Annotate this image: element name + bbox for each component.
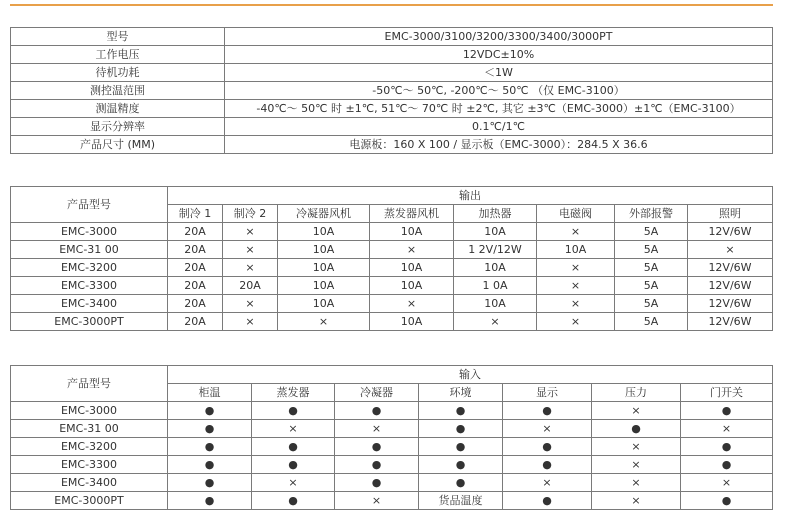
spec-row: [11, 82, 773, 100]
spec-value: 电源板：160 X 100 / 显示板（EMC-3000）：284.5 X 36.6: [225, 136, 773, 154]
input-table-row: [11, 438, 773, 456]
output-cell: 5A: [615, 241, 688, 259]
output-cell: 12V/6W: [688, 295, 773, 313]
output-table-row: [11, 259, 773, 277]
input-cell: ●: [168, 438, 252, 456]
output-cell: 10A: [370, 277, 454, 295]
input-cell: ●: [681, 456, 773, 474]
output-table-row: [11, 241, 773, 259]
input-cell: ●: [168, 420, 252, 438]
spec-row: [11, 118, 773, 136]
spec-value: ＜1W: [225, 64, 773, 82]
input-cell: ●: [419, 456, 503, 474]
spec-table: [10, 27, 773, 154]
input-cell: ●: [419, 402, 503, 420]
output-table-row: [11, 277, 773, 295]
input-cell: ●: [503, 402, 592, 420]
input-cell: ×: [252, 420, 335, 438]
spec-row: [11, 64, 773, 82]
output-cell: 10A: [370, 259, 454, 277]
output-column-header: 电磁阀: [537, 205, 615, 223]
output-column-header: 照明: [688, 205, 773, 223]
input-cell: 货品温度: [419, 492, 503, 510]
output-cell: ×: [370, 241, 454, 259]
output-cell: 20A: [168, 259, 223, 277]
input-cell: ●: [168, 474, 252, 492]
output-cell: ×: [537, 277, 615, 295]
output-row-model: EMC-3400: [11, 295, 168, 313]
output-cell: 10A: [278, 277, 370, 295]
output-cell: 20A: [168, 223, 223, 241]
output-row-model: EMC-3200: [11, 259, 168, 277]
input-cell: ●: [681, 402, 773, 420]
input-cell: ●: [335, 438, 419, 456]
input-column-header: 环境: [419, 384, 503, 402]
spec-row: [11, 136, 773, 154]
output-table-row: [11, 295, 773, 313]
input-cell: ×: [681, 474, 773, 492]
input-column-header: 压力: [592, 384, 681, 402]
output-cell: ×: [223, 313, 278, 331]
input-cell: ×: [592, 492, 681, 510]
output-cell: 12V/6W: [688, 259, 773, 277]
output-cell: 10A: [278, 241, 370, 259]
output-cell: 10A: [278, 295, 370, 313]
input-cell: ●: [503, 456, 592, 474]
output-cell: ×: [537, 259, 615, 277]
input-cell: ●: [419, 420, 503, 438]
spec-label: 型号: [11, 28, 225, 46]
output-cell: 10A: [278, 259, 370, 277]
input-cell: ●: [168, 456, 252, 474]
output-cell: 1 2V/12W: [454, 241, 537, 259]
spec-row: [11, 46, 773, 64]
input-cell: ×: [503, 474, 592, 492]
output-column-header: 制冷 2: [223, 205, 278, 223]
output-cell: ×: [223, 223, 278, 241]
input-cell: ●: [503, 438, 592, 456]
input-row-model: EMC-31 00: [11, 420, 168, 438]
input-table-row: [11, 456, 773, 474]
output-cell: ×: [370, 295, 454, 313]
output-cell: 10A: [278, 223, 370, 241]
input-column-header: 显示: [503, 384, 592, 402]
input-cell: ×: [592, 456, 681, 474]
input-table-row: [11, 492, 773, 510]
input-cell: ●: [252, 492, 335, 510]
spec-label: 测温精度: [11, 100, 225, 118]
output-column-header: 制冷 1: [168, 205, 223, 223]
output-cell: 20A: [168, 241, 223, 259]
output-cell: ×: [223, 295, 278, 313]
input-row-model: EMC-3200: [11, 438, 168, 456]
output-cell: 12V/6W: [688, 223, 773, 241]
input-cell: ×: [252, 474, 335, 492]
input-cell: ●: [503, 492, 592, 510]
output-group-header: 输出: [168, 187, 773, 205]
input-cell: ×: [335, 420, 419, 438]
output-cell: 5A: [615, 223, 688, 241]
input-cell: ●: [419, 474, 503, 492]
spec-label: 待机功耗: [11, 64, 225, 82]
top-accent-line: [10, 4, 773, 6]
output-cell: ×: [688, 241, 773, 259]
input-cell: ●: [335, 456, 419, 474]
input-cell: ●: [252, 402, 335, 420]
input-row-model: EMC-3000: [11, 402, 168, 420]
output-row-model: EMC-31 00: [11, 241, 168, 259]
input-row-model: EMC-3300: [11, 456, 168, 474]
output-model-header: 产品型号: [11, 187, 168, 223]
spec-value: EMC-3000/3100/3200/3300/3400/3000PT: [225, 28, 773, 46]
output-cell: 10A: [454, 223, 537, 241]
output-cell: ×: [223, 241, 278, 259]
output-row-model: EMC-3300: [11, 277, 168, 295]
output-cell: ×: [223, 259, 278, 277]
output-cell: 10A: [454, 259, 537, 277]
output-row-model: EMC-3000: [11, 223, 168, 241]
input-column-header: 柜温: [168, 384, 252, 402]
input-cell: ●: [335, 402, 419, 420]
spec-value: 0.1℃/1℃: [225, 118, 773, 136]
input-cell: ●: [168, 402, 252, 420]
input-cell: ×: [681, 420, 773, 438]
input-table-row: [11, 420, 773, 438]
input-group-header: 输入: [168, 366, 773, 384]
output-cell: 10A: [370, 223, 454, 241]
output-cell: 12V/6W: [688, 277, 773, 295]
output-row-model: EMC-3000PT: [11, 313, 168, 331]
spec-label: 显示分辨率: [11, 118, 225, 136]
output-table: [10, 186, 773, 331]
spec-label: 产品尺寸 (MM): [11, 136, 225, 154]
input-cell: ×: [335, 492, 419, 510]
input-cell: ×: [592, 474, 681, 492]
spec-row: [11, 100, 773, 118]
output-cell: ×: [537, 295, 615, 313]
output-cell: 20A: [223, 277, 278, 295]
input-cell: ×: [592, 438, 681, 456]
output-cell: ×: [454, 313, 537, 331]
input-column-header: 冷凝器: [335, 384, 419, 402]
output-cell: 5A: [615, 259, 688, 277]
input-table-row: [11, 402, 773, 420]
spec-label: 工作电压: [11, 46, 225, 64]
output-cell: 5A: [615, 295, 688, 313]
input-cell: ●: [592, 420, 681, 438]
input-cell: ●: [252, 456, 335, 474]
output-cell: 1 0A: [454, 277, 537, 295]
output-cell: 5A: [615, 313, 688, 331]
spec-row: [11, 28, 773, 46]
output-column-header: 蒸发器风机: [370, 205, 454, 223]
output-cell: 20A: [168, 277, 223, 295]
input-cell: ×: [503, 420, 592, 438]
output-cell: ×: [278, 313, 370, 331]
input-column-header: 蒸发器: [252, 384, 335, 402]
input-cell: ●: [681, 438, 773, 456]
input-row-model: EMC-3400: [11, 474, 168, 492]
output-cell: 10A: [370, 313, 454, 331]
output-cell: 20A: [168, 313, 223, 331]
output-column-header: 加热器: [454, 205, 537, 223]
output-column-header: 冷凝器风机: [278, 205, 370, 223]
output-cell: 10A: [454, 295, 537, 313]
spec-value: -40℃～ 50℃ 时 ±1℃, 51℃～ 70℃ 时 ±2℃, 其它 ±3℃（EMC-3000）±1℃（EMC-3100）: [225, 100, 773, 118]
output-cell: 10A: [537, 241, 615, 259]
spec-value: 12VDC±10%: [225, 46, 773, 64]
output-cell: 5A: [615, 277, 688, 295]
input-row-model: EMC-3000PT: [11, 492, 168, 510]
input-table-row: [11, 474, 773, 492]
input-cell: ●: [335, 474, 419, 492]
spec-value: -50℃～ 50℃, -200℃～ 50℃ （仅 EMC-3100）: [225, 82, 773, 100]
spec-label: 测控温范围: [11, 82, 225, 100]
input-cell: ●: [681, 492, 773, 510]
input-cell: ●: [252, 438, 335, 456]
input-cell: ×: [592, 402, 681, 420]
input-table: [10, 365, 773, 510]
input-column-header: 门开关: [681, 384, 773, 402]
output-cell: ×: [537, 313, 615, 331]
output-table-row: [11, 223, 773, 241]
input-cell: ●: [419, 438, 503, 456]
output-column-header: 外部报警: [615, 205, 688, 223]
input-model-header: 产品型号: [11, 366, 168, 402]
output-cell: 12V/6W: [688, 313, 773, 331]
output-table-row: [11, 313, 773, 331]
output-cell: ×: [537, 223, 615, 241]
output-cell: 20A: [168, 295, 223, 313]
input-cell: ●: [168, 492, 252, 510]
